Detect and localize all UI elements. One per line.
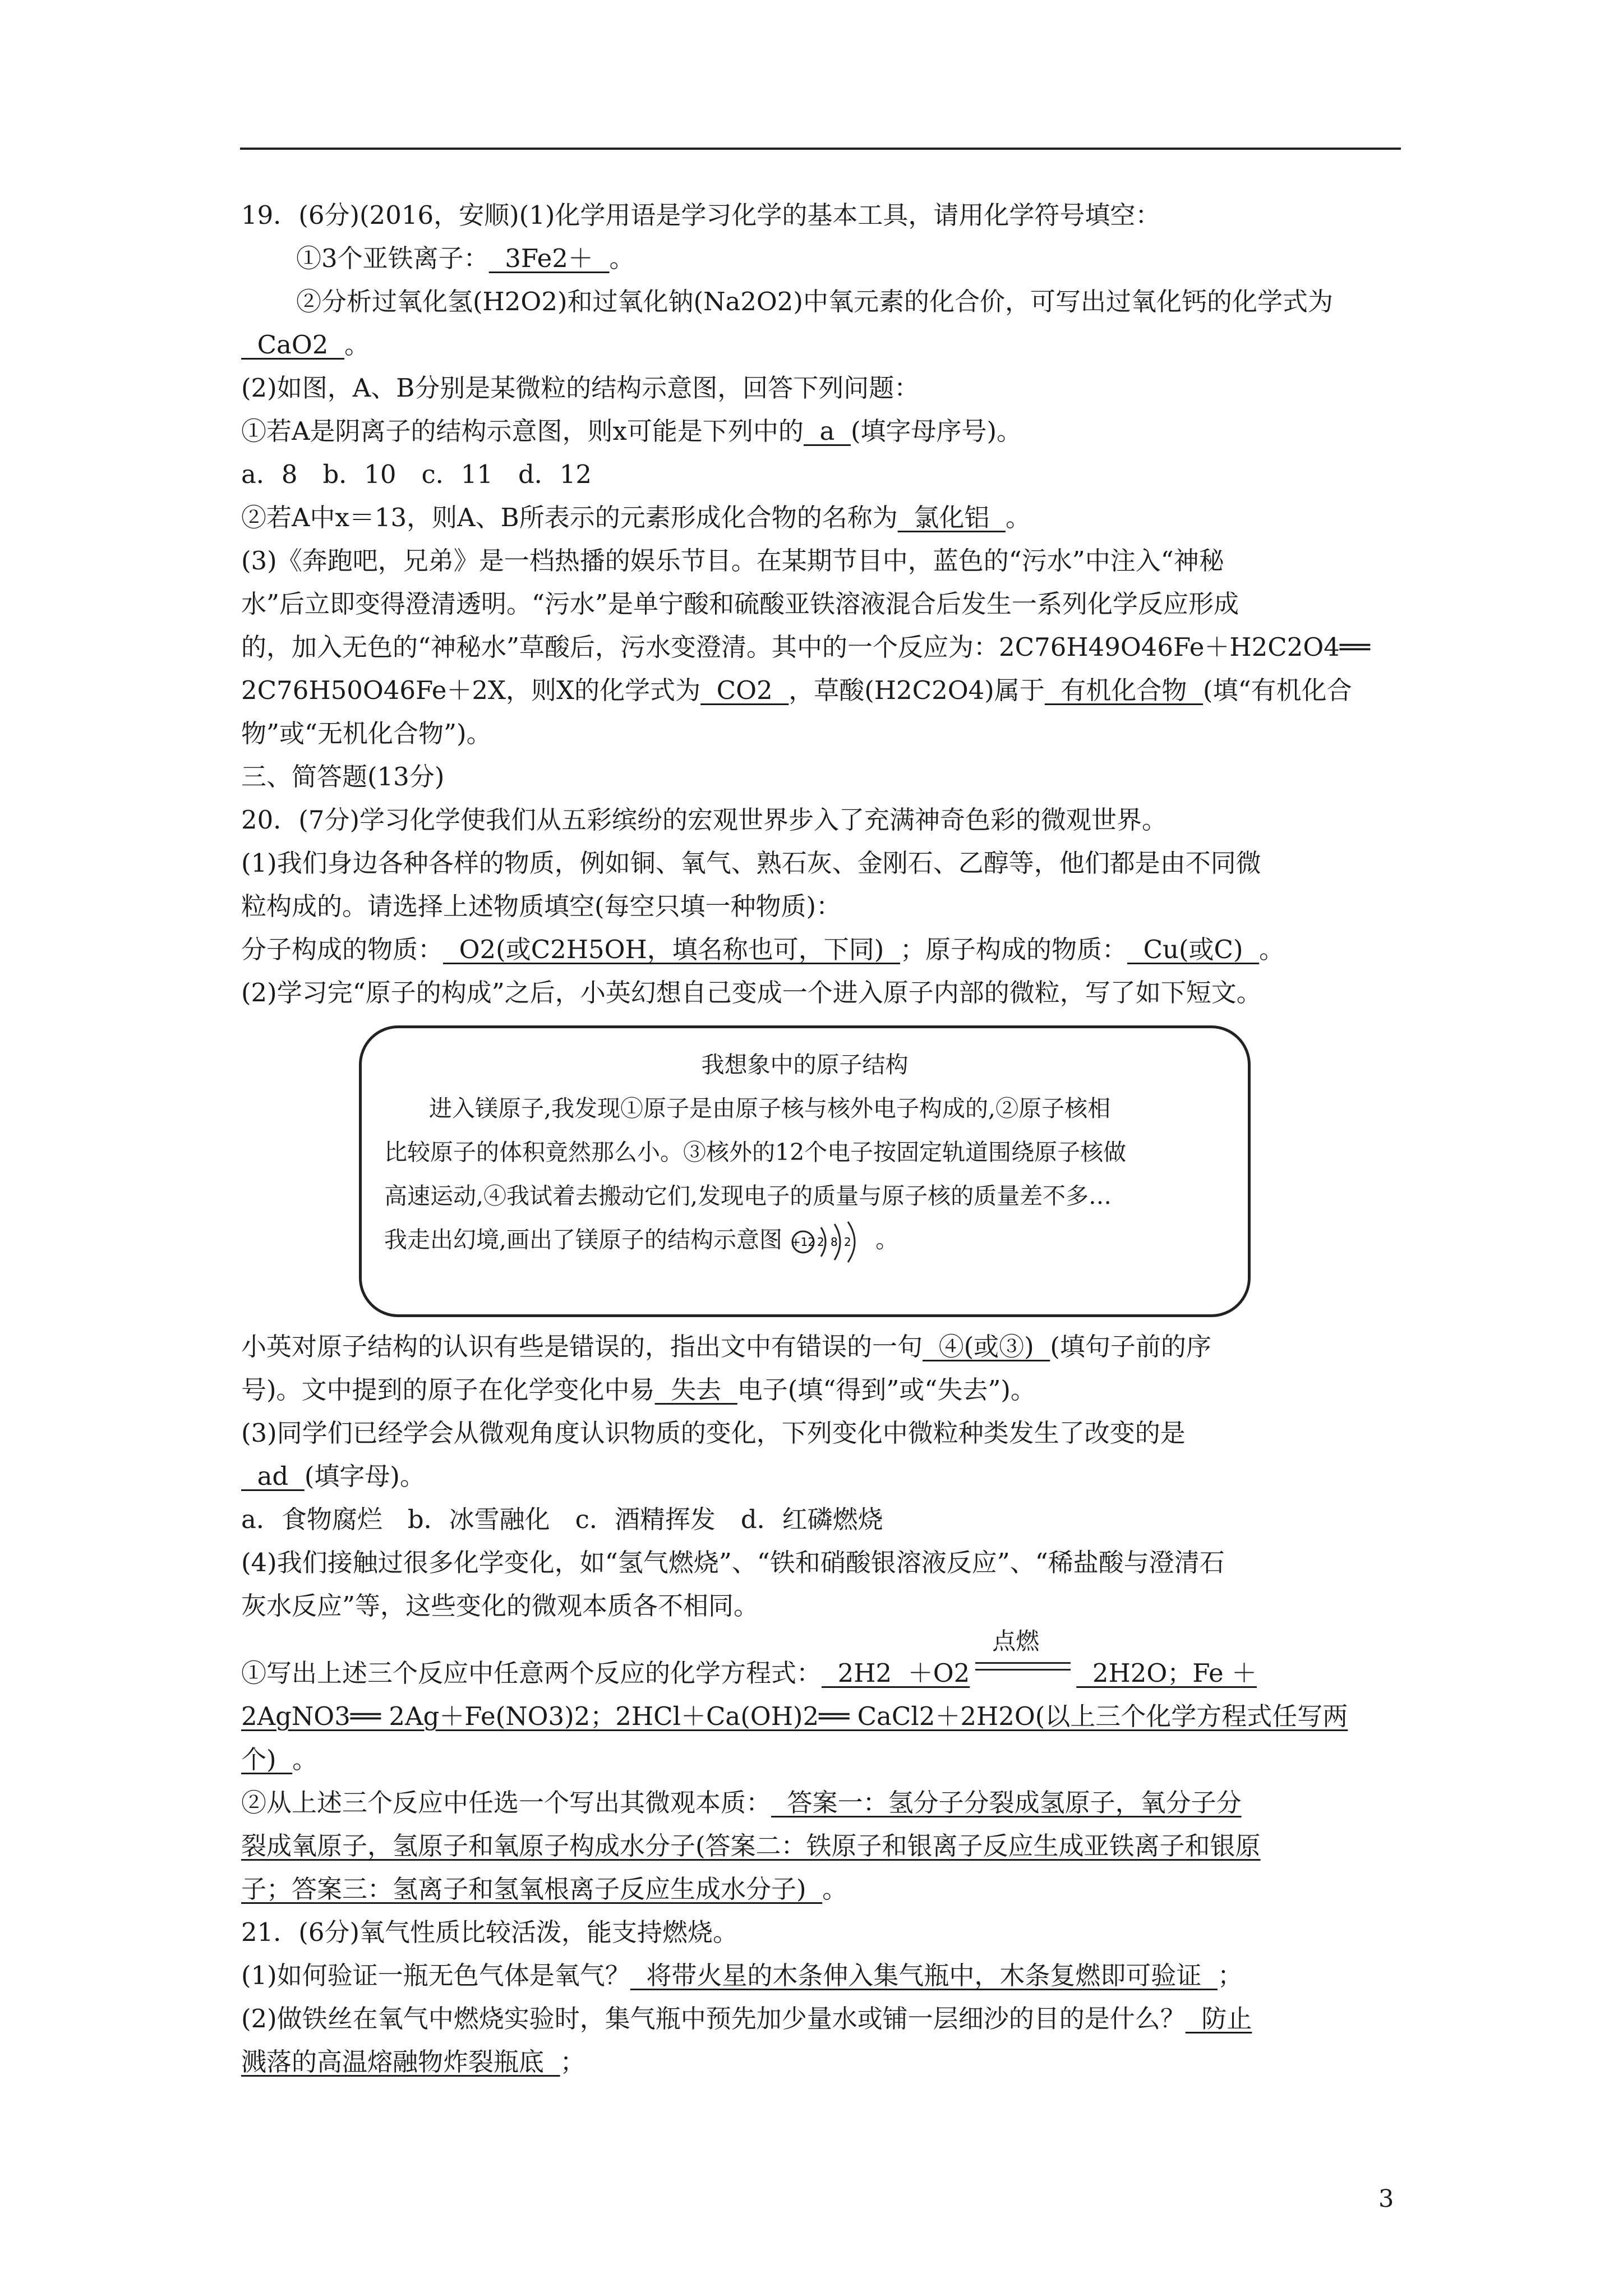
q20-part4-eq-line3 (241, 1738, 1402, 1781)
q21-part1-end: ； (1217, 1961, 1243, 1990)
q20-equation-right: 2H2O；Fe ＋ (1076, 1658, 1257, 1688)
q19-part3-end: (填“有机化合 (1203, 675, 1352, 705)
q19-item-2-answer-line (241, 323, 1402, 366)
q20-part4-q2-answer-3: 子；答案三：氢离子和氢氧根离子反应生成水分子) (241, 1874, 823, 1904)
q19-part2-q2-end: 。 (1005, 503, 1031, 532)
q21-part2-answer-2: 溅落的高温熔融物炸裂瓶底 (241, 2047, 560, 2077)
q19-part3-line1: (3)《奔跑吧，兄弟》是一档热播的娱乐节目。在某期节目中，蓝色的“污水”中注入“神秘 (241, 546, 1224, 576)
q20-part2-q2 (241, 1368, 1402, 1411)
q20-part1-answers (241, 928, 1402, 971)
q21-part1-text: (1)如何验证一瓶无色气体是氧气？ (241, 1961, 630, 1990)
essay-line-4-end: 。 (875, 1226, 899, 1253)
magnesium-atom-diagram (790, 1220, 868, 1264)
q21-part2-end: ； (560, 2047, 585, 2077)
q20-part4-q2-answer-2: 裂成氧原子，氢原子和氧原子构成水分子(答案二：铁原子和银离子反应生成亚铁离子和银原 (241, 1831, 1261, 1861)
essay-line-3: 高速运动,④我试着去搬动它们,发现电子的质量与原子核的质量差不多… (384, 1182, 1112, 1209)
q19-part2-q1-text: ①若A是阴离子的结构示意图，则x可能是下列中的 (241, 416, 804, 446)
atom-shell-1-label: 2 (817, 1235, 824, 1249)
q20-part4-line1: (4)我们接触过很多化学变化，如“氢气燃烧”、“铁和硝酸银溶液反应”、“稀盐酸与澄清石 (241, 1548, 1225, 1577)
page-content (241, 194, 1402, 2083)
q21-part1 (241, 1954, 1402, 1997)
atom-nucleus-label: +12 (791, 1235, 815, 1249)
q20-part2-q2-answer: 失去 (654, 1375, 737, 1405)
q20-part2-q1-answer: ④(或③) (923, 1332, 1050, 1361)
q20-part4-q2-answer-1: 答案一：氢分子分裂成氢原子，氧分子分 (771, 1788, 1242, 1818)
q20-part2-q2-end: 电子(填“得到”或“失去”)。 (737, 1375, 1036, 1405)
q19-part2-options: a．8 b．10 c．11 d．12 (241, 459, 592, 489)
q21-heading: 21．(6分)氧气性质比较活泼，能支持燃烧。 (241, 1917, 739, 1947)
q19-item-1-text: ①3个亚铁离子： (296, 243, 489, 273)
essay-line-4-text: 我走出幻境,画出了镁原子的结构示意图 (384, 1226, 783, 1253)
page-number: 3 (1378, 2185, 1394, 2213)
q20-part3-options: a．食物腐烂 b．冰雪融化 c．酒精挥发 d．红磷燃烧 (241, 1504, 883, 1534)
q19-item-1 (241, 237, 1402, 280)
q19-item-2: ②分析过氧化氢(H2O2)和过氧化钠(Na2O2)中氧元素的化合价，可写出过氧化钙的化学式为 (296, 287, 1333, 316)
q20-part1-line1: (1)我们身边各种各样的物质，例如铜、氧气、熟石灰、金刚石、乙醇等，他们都是由不同微 (241, 848, 1261, 878)
q20-part2-q1 (241, 1325, 1402, 1368)
q19-part3-line3: 的，加入无色的“神秘水”草酸后，污水变澄清。其中的一个反应为：2C76H49O46Fe＋H2C2O4══ (241, 632, 1371, 662)
q20-equation-left: 2H2 ＋O2 (822, 1658, 970, 1688)
q19-part3-answer-1: CO2 (700, 675, 789, 705)
q20-part2-q2-text: 号)。文中提到的原子在化学变化中易 (241, 1375, 655, 1405)
q19-part2-q1-answer: a (803, 416, 851, 446)
q20-part1-end: 。 (1259, 935, 1285, 964)
q20-part4-eq-line2 (241, 1695, 1402, 1738)
q19-part3-mid: ，草酸(H2C2O4)属于 (789, 675, 1045, 705)
q20-part2-q1-text: 小英对原子结构的认识有些是错误的，指出文中有错误的一句 (241, 1332, 923, 1361)
q20-part4-q2-line3 (241, 1867, 1402, 1911)
q20-equation-continued: 2AgNO3══ 2Ag＋Fe(NO3)2；2HCl＋Ca(OH)2══ CaCl2＋2H2O(以上三个化学方程式任写两 (241, 1701, 1348, 1731)
q19-part3-line4 (241, 669, 1402, 712)
q20-part3-answer: ad (241, 1461, 305, 1491)
section-heading: 三、简答题(13分) (241, 762, 445, 792)
q20-atom-label: ；原子构成的物质： (900, 935, 1127, 964)
q21-part2-line2 (241, 2040, 1402, 2083)
reaction-condition-arrow (975, 1627, 1071, 1695)
essay-line-1: 进入镁原子,我发现①原子是由原子核与核外电子构成的,②原子核相 (429, 1095, 1111, 1122)
essay-line-2: 比较原子的体积竟然那么小。③核外的12个电子按固定轨道围绕原子核做 (384, 1139, 1127, 1166)
q19-part2-q1 (241, 409, 1402, 453)
q19-item-2-end: 。 (344, 330, 370, 360)
q21-part2-text: (2)做铁丝在氧气中燃烧实验时，集气瓶中预先加少量水或铺一层细沙的目的是什么？ (241, 2004, 1186, 2033)
essay-title: 我想象中的原子结构 (701, 1051, 909, 1078)
atom-shell-2-label: 8 (831, 1235, 838, 1249)
q19-part3-line5: 物”或“无机化合物”)。 (241, 719, 492, 748)
reaction-condition-label: 点燃 (992, 1627, 1040, 1655)
essay-box (359, 1025, 1251, 1317)
atom-shell-3-label: 2 (844, 1235, 851, 1249)
q19-part3-text: 2C76H50O46Fe＋2X，则X的化学式为 (241, 675, 701, 705)
q20-heading: 20．(7分)学习化学使我们从五彩缤纷的宏观世界步入了充满神奇色彩的微观世界。 (241, 805, 1168, 835)
q19-part2-q2 (241, 496, 1402, 539)
q20-part3-line1: (3)同学们已经学会从微观角度认识物质的变化，下列变化中微粒种类发生了改变的是 (241, 1418, 1186, 1448)
q21-part2-answer-1: 防止 (1185, 2004, 1252, 2033)
q20-part4-q2 (241, 1781, 1402, 1824)
q20-part3-end: (填字母)。 (304, 1461, 425, 1491)
q20-part4-line2: 灰水反应”等，这些变化的微观本质各不相同。 (241, 1591, 759, 1621)
q19-part2-heading: (2)如图，A、B分别是某微粒的结构示意图，回答下列问题： (241, 373, 920, 403)
q19-item-1-end: 。 (609, 243, 635, 273)
q21-part2 (241, 1997, 1402, 2040)
q20-part4-q1-text: ①写出上述三个反应中任意两个反应的化学方程式： (241, 1658, 822, 1688)
q20-equation-note: 个) (241, 1745, 293, 1774)
header-rule (240, 148, 1401, 150)
q19-item-1-answer: 3Fe2＋ (488, 243, 610, 273)
q20-molecule-answer: O2(或C2H5OH，填名称也可，下同) (443, 935, 900, 964)
q19-part3-line2: 水”后立即变得澄清透明。“污水”是单宁酸和硫酸亚铁溶液混合后发生一系列化学反应形成 (241, 589, 1239, 619)
q20-part3-answer-line (241, 1455, 1402, 1498)
q20-part1-line2: 粒构成的。请选择上述物质填空(每空只填一种物质)： (241, 891, 842, 921)
q19-part3-answer-2: 有机化合物 (1044, 675, 1204, 705)
q20-part4-q2-line2 (241, 1824, 1402, 1867)
q20-part2-heading: (2)学习完“原子的构成”之后，小英幻想自己变成一个进入原子内部的微粒，写了如下短文。 (241, 978, 1262, 1007)
essay-line-4 (362, 1218, 1248, 1264)
q19-heading: 19．(6分)(2016，安顺)(1)化学用语是学习化学的基本工具，请用化学符号填空： (241, 200, 1161, 230)
q20-equation-end: 。 (292, 1745, 318, 1774)
q20-part4-q2-text: ②从上述三个反应中任选一个写出其微观本质： (241, 1788, 772, 1818)
q20-atom-answer: Cu(或C) (1127, 935, 1260, 964)
q20-part4-q2-end: 。 (822, 1874, 848, 1904)
q19-item-2-answer: CaO2 (241, 330, 344, 360)
q20-part4-equation-line (241, 1627, 1402, 1695)
q19-part2-q1-end: (填字母序号)。 (850, 416, 1022, 446)
q19-part2-q2-answer: 氯化铝 (897, 503, 1006, 532)
q19-part2-q2-text: ②若A中x＝13，则A、B所表示的元素形成化合物的名称为 (241, 503, 898, 532)
q20-molecule-label: 分子构成的物质： (241, 935, 444, 964)
q20-part2-q1-end: (填句子前的序 (1050, 1332, 1211, 1361)
q21-part1-answer: 将带火星的木条伸入集气瓶中，木条复燃即可验证 (630, 1961, 1218, 1990)
